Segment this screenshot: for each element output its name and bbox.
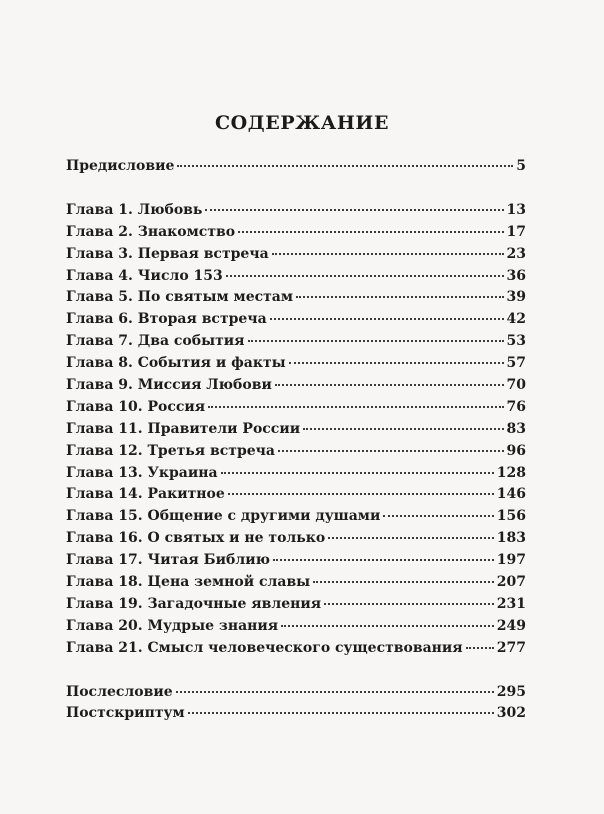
toc-entry-page: 83: [506, 420, 526, 437]
dot-leader: [275, 384, 504, 386]
toc-entry-label: Глава 1. Любовь: [66, 201, 203, 218]
toc-entry-chapter: [66, 244, 526, 266]
dot-leader: [289, 362, 504, 364]
dot-leader: [238, 231, 503, 233]
toc-entry-chapter: [66, 375, 526, 397]
toc-entry-page: 70: [506, 377, 526, 394]
toc-entry-page: 17: [506, 223, 526, 240]
toc-entry-label: Глава 5. По святым местам: [66, 289, 294, 306]
toc-entry-page: 76: [506, 398, 526, 415]
chapter-list: [66, 200, 526, 660]
dot-leader: [278, 450, 504, 452]
toc-entry-chapter: [66, 463, 526, 485]
dot-leader: [466, 647, 494, 649]
toc-entry-page: 42: [506, 311, 526, 328]
toc-entry-label: Глава 10. Россия: [66, 398, 206, 415]
toc-entry-label: Глава 8. События и факты: [66, 355, 286, 372]
toc-entry-label: Глава 6. Вторая встреча: [66, 311, 267, 328]
dot-leader: [270, 318, 504, 320]
toc-entry-page: 231: [496, 595, 526, 612]
toc-entry-chapter: [66, 397, 526, 419]
toc-entry-preface: [66, 156, 526, 178]
toc-entry-page: 183: [496, 530, 526, 547]
dot-leader: [228, 493, 494, 495]
toc-entry-label: Глава 4. Число 153: [66, 267, 223, 284]
page-title: СОДЕРЖАНИЕ: [214, 112, 390, 134]
toc-entry-page: 57: [506, 355, 526, 372]
section-spacer: [66, 178, 526, 200]
toc-entry-label: Глава 15. Общение с другими душами: [66, 508, 381, 525]
toc-entry-chapter: [66, 309, 526, 331]
toc-entry-chapter: [66, 528, 526, 550]
toc-entry-page: 302: [496, 705, 526, 722]
dot-leader: [205, 209, 503, 211]
toc-entry-page: 36: [506, 267, 526, 284]
toc-entry-chapter: [66, 441, 526, 463]
toc-entry-chapter: [66, 572, 526, 594]
dot-leader: [383, 515, 493, 517]
toc-entry-label: Глава 18. Цена земной славы: [66, 574, 311, 591]
toc-entry-chapter: [66, 594, 526, 616]
toc-entry-label: Глава 7. Два события: [66, 333, 245, 350]
toc-entry-page: 96: [506, 442, 526, 459]
toc-entry-label: Глава 19. Загадочные явления: [66, 595, 322, 612]
dot-leader: [221, 472, 494, 474]
toc-entry-chapter: [66, 287, 526, 309]
toc-entry-afterword: [66, 682, 526, 704]
toc-entry-page: 5: [516, 158, 526, 174]
dot-leader: [324, 603, 494, 605]
toc-entry-chapter: [66, 222, 526, 244]
dot-leader: [176, 691, 494, 693]
toc-entry-label: Глава 13. Украина: [66, 464, 218, 481]
toc-entry-page: 207: [496, 574, 526, 591]
toc-entry-chapter: [66, 266, 526, 288]
dot-leader: [296, 296, 503, 298]
toc-entry-page: 39: [506, 289, 526, 306]
dot-leader: [226, 275, 504, 277]
toc-entry-page: 53: [506, 333, 526, 350]
toc-entry-label: Глава 16. О святых и не только: [66, 530, 326, 547]
toc-entry-page: 128: [496, 464, 526, 481]
toc-entry-label: Глава 9. Миссия Любови: [66, 377, 272, 394]
toc-entry-label: Глава 21. Смысл человеческого существования: [66, 639, 463, 656]
toc-entry-label: Глава 12. Третья встреча: [66, 442, 275, 459]
dot-leader: [208, 406, 503, 408]
toc-entry-label: Глава 20. Мудрые знания: [66, 617, 279, 634]
dot-leader: [248, 340, 504, 342]
toc-entry-chapter: [66, 419, 526, 441]
toc-entry-chapter: [66, 484, 526, 506]
dot-leader: [273, 559, 494, 561]
dot-leader: [303, 428, 503, 430]
toc-entry-chapter: [66, 506, 526, 528]
toc-entry-postscript: [66, 703, 526, 725]
toc-entry-page: 277: [496, 639, 526, 656]
toc-entry-label: Постскриптум: [66, 705, 185, 722]
section-spacer: [66, 660, 526, 682]
toc-entry-page: 156: [496, 508, 526, 525]
toc-entry-chapter: [66, 353, 526, 375]
toc-entry-chapter: [66, 200, 526, 222]
dot-leader: [177, 165, 513, 167]
toc-entry-label: Глава 3. Первая встреча: [66, 245, 269, 262]
toc-entry-label: Предисловие: [66, 158, 175, 174]
toc-entry-label: Глава 2. Знакомство: [66, 223, 236, 240]
toc-entry-label: Послесловие: [66, 683, 173, 700]
toc-entry-chapter: [66, 616, 526, 638]
toc-entry-label: Глава 11. Правители России: [66, 420, 301, 437]
dot-leader: [313, 581, 494, 583]
toc-entry-label: Глава 14. Ракитное: [66, 486, 225, 503]
toc-entry-label: Глава 17. Читая Библию: [66, 552, 270, 569]
dot-leader: [281, 625, 494, 627]
toc-entry-chapter: [66, 638, 526, 660]
table-of-contents: [66, 156, 526, 725]
toc-entry-page: 295: [496, 683, 526, 700]
toc-entry-page: 23: [506, 245, 526, 262]
toc-entry-page: 146: [496, 486, 526, 503]
toc-entry-chapter: [66, 550, 526, 572]
toc-entry-page: 197: [496, 552, 526, 569]
dot-leader: [328, 537, 494, 539]
toc-entry-page: 249: [496, 617, 526, 634]
toc-entry-page: 13: [506, 201, 526, 218]
dot-leader: [272, 253, 504, 255]
dot-leader: [188, 712, 494, 714]
toc-entry-chapter: [66, 331, 526, 353]
